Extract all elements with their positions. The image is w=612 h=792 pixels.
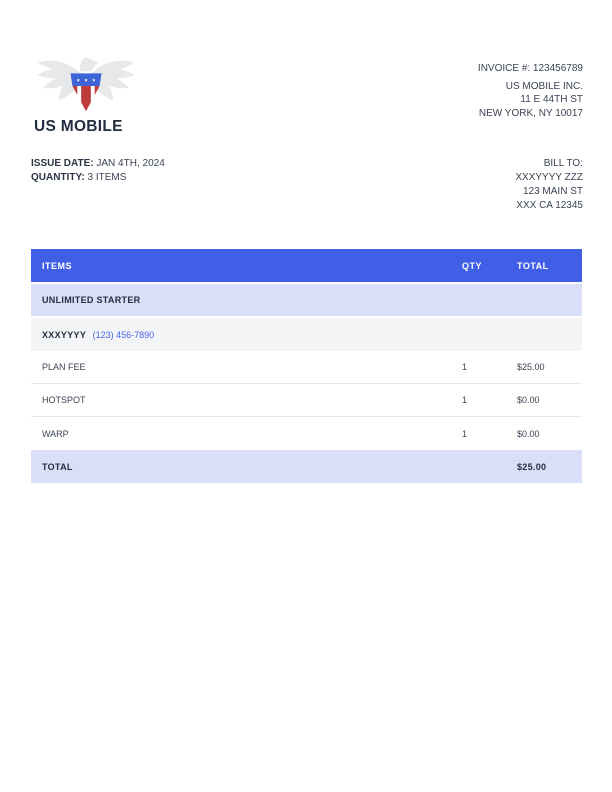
table-header-row	[31, 249, 582, 282]
invoice-meta-row	[31, 157, 583, 213]
quantity-value: 3 ITEMS	[87, 172, 127, 183]
total-row	[31, 450, 582, 483]
item-total: $0.00	[517, 395, 540, 405]
total-label: TOTAL	[42, 461, 73, 472]
table-row	[31, 351, 582, 384]
item-qty: 1	[462, 395, 468, 405]
header-items: ITEMS	[42, 260, 73, 271]
bill-to-block	[515, 157, 583, 213]
quantity-label: QUANTITY:	[31, 172, 85, 183]
brand-block	[34, 55, 154, 136]
item-total: $0.00	[517, 428, 540, 439]
bill-to-name: XXXYYYY ZZZ	[515, 172, 583, 183]
issue-date-value: JAN 4TH, 2024	[96, 158, 165, 169]
issue-date-line	[31, 157, 165, 171]
brand-wordmark: US MOBILE	[34, 118, 123, 135]
invoice-number: INVOICE #: 123456789	[477, 63, 583, 74]
quantity-line	[31, 171, 165, 185]
company-address-line2: NEW YORK, NY 10017	[478, 107, 583, 119]
issue-info-block	[31, 157, 165, 213]
us-mobile-eagle-shield-logo-icon	[34, 55, 138, 117]
header-total: TOTAL	[517, 260, 549, 271]
item-qty: 1	[462, 428, 468, 439]
header-qty: QTY	[462, 260, 483, 271]
company-address-line1: 11 E 44TH ST	[520, 94, 583, 105]
item-total: $25.00	[517, 362, 545, 372]
plan-name: UNLIMITED STARTER	[42, 295, 141, 305]
item-label: WARP	[42, 428, 69, 439]
phone-line-row	[31, 318, 582, 351]
bill-to-label: BILL TO:	[543, 158, 583, 169]
item-label: HOTSPOT	[42, 395, 86, 405]
total-amount: $25.00	[517, 461, 547, 472]
bill-to-address2: XXX CA 12345	[516, 200, 583, 211]
plan-name-row	[31, 284, 582, 316]
items-table	[31, 249, 582, 483]
issue-date-label: ISSUE DATE:	[31, 158, 94, 169]
bill-to-address1: 123 MAIN ST	[522, 186, 583, 197]
item-qty: 1	[462, 362, 468, 372]
table-row	[31, 417, 582, 450]
item-label: PLAN FEE	[42, 362, 86, 372]
phone-number-link[interactable]: (123) 456-7890	[92, 329, 155, 340]
invoice-header-block	[478, 62, 583, 120]
line-name: XXXYYYY	[42, 329, 87, 340]
table-row	[31, 384, 582, 417]
company-name: US MOBILE INC.	[505, 80, 583, 92]
